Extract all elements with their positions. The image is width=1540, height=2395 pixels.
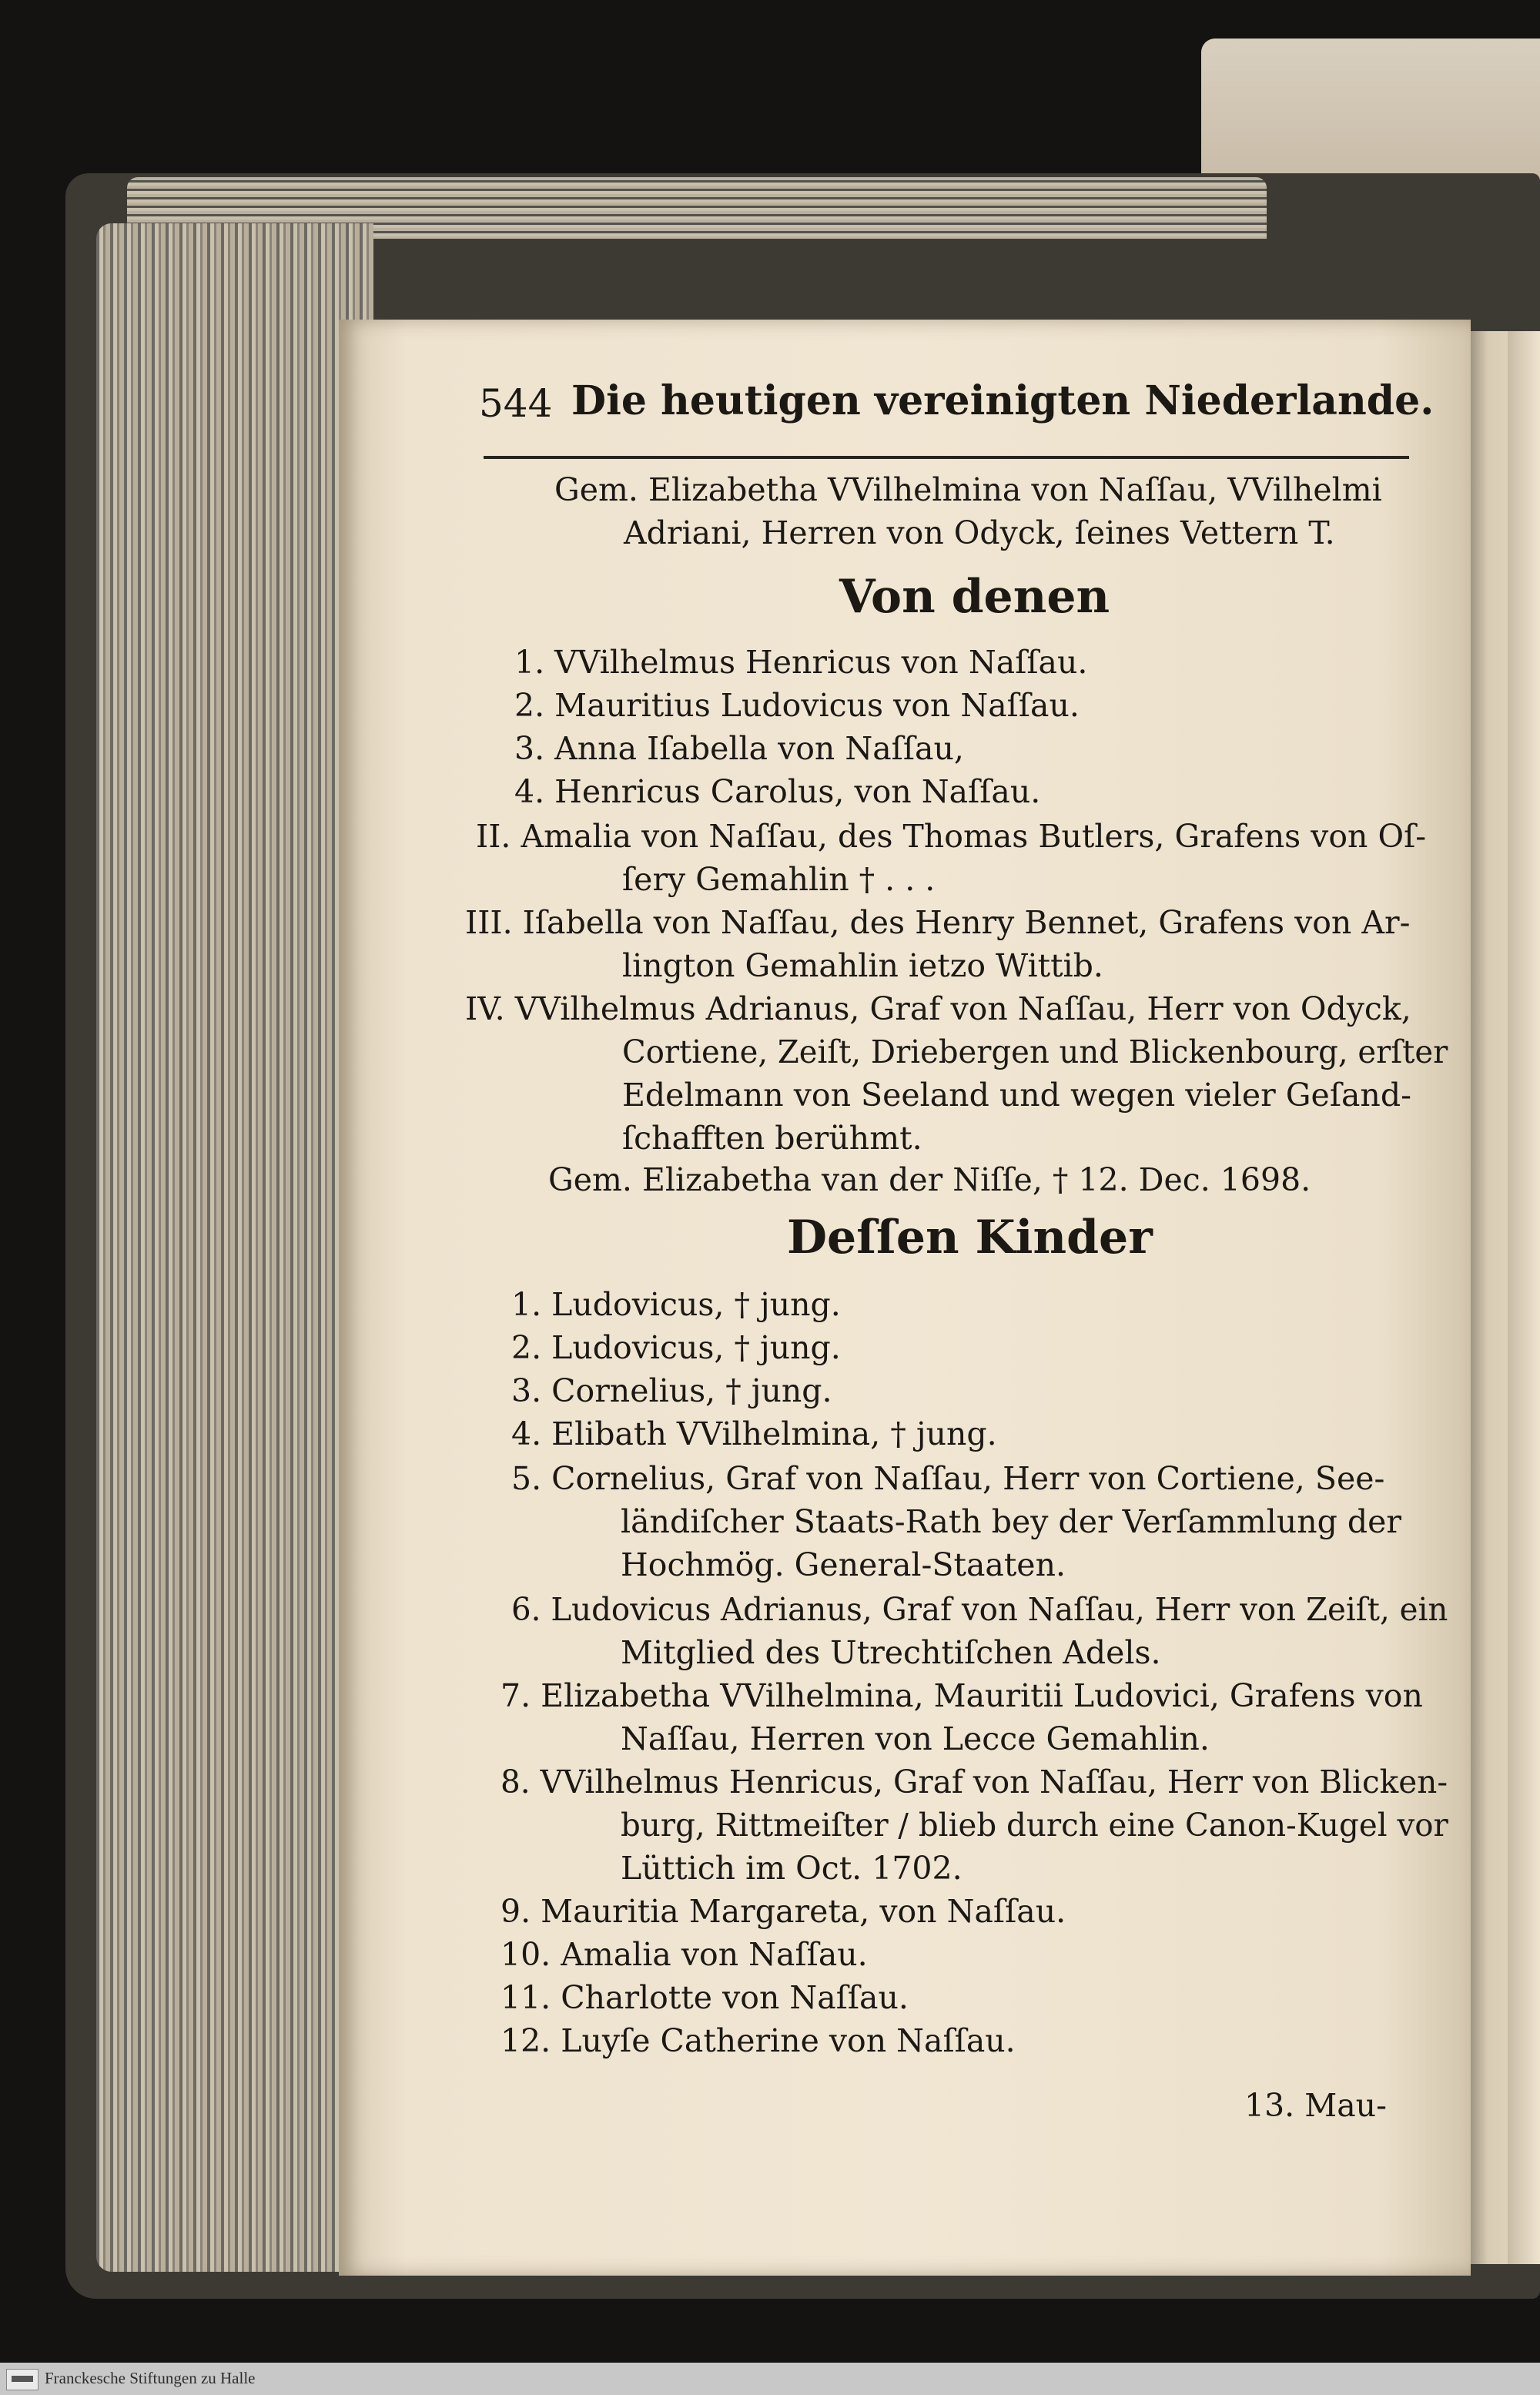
text-line: Naſſau, Herren von Lecce Gemahlin. <box>621 1720 1210 1757</box>
section-heading: Deſſen Kinder <box>787 1211 1153 1264</box>
list-item: 12. Luyſe Catherine von Naſſau. <box>500 2022 1016 2059</box>
running-title: Die heutigen vereinigten Niederlande. <box>571 377 1435 424</box>
list-item: 5. Cornelius, Graf von Naſſau, Herr von Cortiene, See- <box>511 1460 1385 1497</box>
list-item: 2. Ludovicus, † jung. <box>511 1329 841 1366</box>
facing-page-strip <box>1508 331 1540 2264</box>
text-line: Gem. Elizabetha VVilhelmina von Naſſau, VVilhelmi <box>554 471 1382 508</box>
text-line: II. Amalia von Naſſau, des Thomas Butlers, Grafens von Oſ- <box>476 818 1427 855</box>
text-line: IV. VVilhelmus Adrianus, Graf von Naſſau, Herr von Odyck, <box>465 990 1411 1027</box>
list-item: 8. VVilhelmus Henricus, Graf von Naſſau, Herr von Blicken- <box>500 1764 1448 1800</box>
text-line: ſchafften berühmt. <box>622 1120 922 1157</box>
text-line: III. Iſabella von Naſſau, des Henry Bennet, Grafens von Ar- <box>465 904 1411 941</box>
text-line: Adriani, Herren von Odyck, ſeines Vettern T. <box>624 514 1335 551</box>
text-line: lington Gemahlin ietzo Wittib. <box>622 947 1103 984</box>
header-rule <box>484 456 1409 459</box>
list-item: 3. Cornelius, † jung. <box>511 1372 832 1409</box>
list-item: 11. Charlotte von Naſſau. <box>500 1979 909 2016</box>
page-number: 544 <box>479 381 553 426</box>
list-item: 2. Mauritius Ludovicus von Naſſau. <box>514 687 1080 724</box>
list-item: 1. Ludovicus, † jung. <box>511 1286 841 1323</box>
list-item: 7. Elizabetha VVilhelmina, Mauritii Ludovici, Grafens von <box>500 1677 1423 1714</box>
text-line: burg, Rittmeiſter / blieb durch eine Canon-Kugel vor <box>621 1807 1448 1844</box>
list-item: 10. Amalia von Naſſau. <box>500 1936 868 1973</box>
list-item: 1. VVilhelmus Henricus von Naſſau. <box>514 644 1088 681</box>
list-item: 4. Elibath VVilhelmina, † jung. <box>511 1415 997 1452</box>
text-line: Gem. Elizabetha van der Niſſe, † 12. Dec. 1698. <box>548 1161 1311 1198</box>
text-line: ländiſcher Staats-Rath bey der Verſammlung der <box>621 1503 1401 1540</box>
list-item: 3. Anna Iſabella von Naſſau, <box>514 730 964 767</box>
catchword: 13. Mau- <box>1244 2087 1387 2124</box>
book-side-page-edges <box>96 223 373 2272</box>
text-line: Hochmög. General-Staaten. <box>621 1546 1066 1583</box>
section-heading: Von denen <box>839 570 1110 624</box>
institution-credit: Franckesche Stiftungen zu Halle <box>45 2369 256 2387</box>
text-line: ſery Gemahlin † . . . <box>622 861 936 898</box>
list-item: 9. Mauritia Margareta, von Naſſau. <box>500 1893 1066 1930</box>
institution-logo-icon <box>6 2369 38 2390</box>
text-line: Edelmann von Seeland und wegen vieler Geſand- <box>622 1077 1411 1114</box>
list-item: 4. Henricus Carolus, von Naſſau. <box>514 773 1041 810</box>
text-line: Cortiene, Zeiſt, Driebergen und Blickenbourg, erſter <box>622 1033 1448 1070</box>
text-line: Mitglied des Utrechtiſchen Adels. <box>621 1634 1161 1671</box>
list-item: 6. Ludovicus Adrianus, Graf von Naſſau, Herr von Zeiſt, ein <box>511 1591 1448 1628</box>
text-line: Lüttich im Oct. 1702. <box>621 1850 962 1887</box>
